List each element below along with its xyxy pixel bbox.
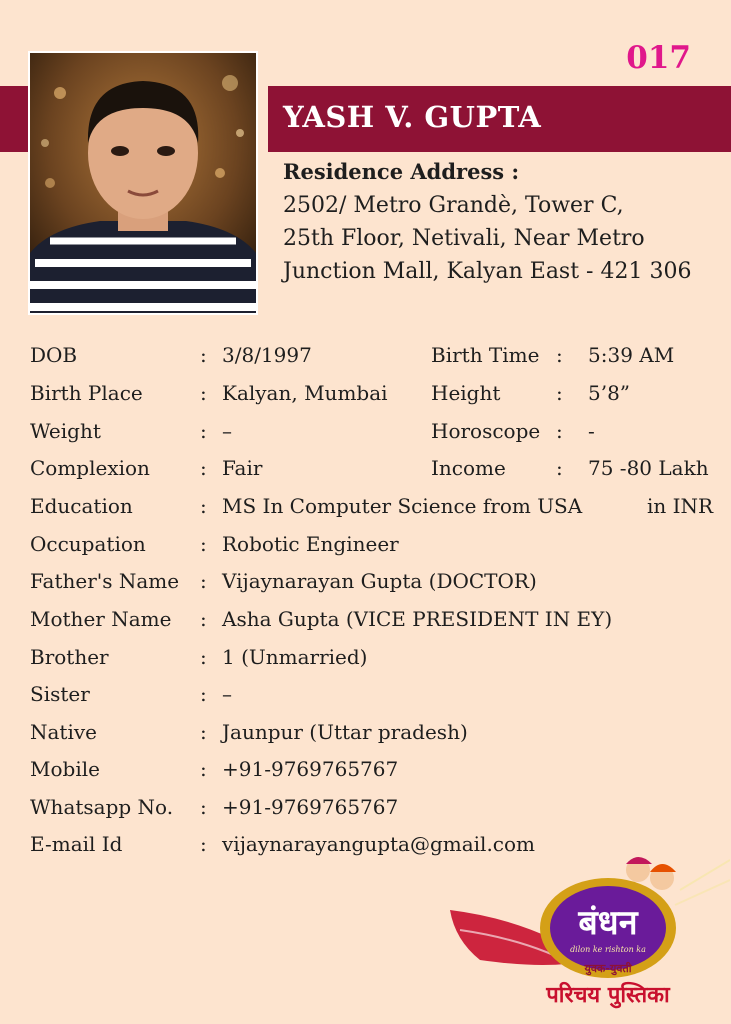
detail-row-whatsapp bbox=[0, 795, 731, 829]
detail-colon-2: : bbox=[556, 456, 563, 480]
detail-row-father bbox=[0, 569, 731, 603]
serial-number: 017 bbox=[626, 40, 691, 76]
detail-row-weight bbox=[0, 419, 731, 453]
candidate-name: YASH V. GUPTA bbox=[283, 100, 542, 134]
detail-row-sister bbox=[0, 682, 731, 716]
detail-value: – bbox=[222, 419, 232, 443]
profile-photo bbox=[28, 51, 258, 315]
address-line-3: Junction Mall, Kalyan East - 421 306 bbox=[283, 259, 692, 284]
income-unit-note: in INR bbox=[647, 494, 714, 518]
detail-label: Father's Name bbox=[30, 569, 180, 593]
logo-sub-text: युवक-युवती bbox=[584, 962, 632, 975]
detail-colon: : bbox=[200, 532, 207, 556]
detail-value: Robotic Engineer bbox=[222, 532, 399, 556]
detail-row-birth-place bbox=[0, 381, 731, 415]
detail-label: Complexion bbox=[30, 456, 150, 480]
detail-row-mother bbox=[0, 607, 731, 641]
band-gap bbox=[258, 86, 268, 152]
person-photo-icon bbox=[30, 53, 256, 313]
detail-value-2: 5:39 AM bbox=[588, 343, 675, 367]
detail-row-dob bbox=[0, 343, 731, 377]
detail-label: Weight bbox=[30, 419, 101, 443]
detail-label: Occupation bbox=[30, 532, 146, 556]
detail-value-2: 5’8” bbox=[588, 381, 631, 405]
detail-row-mobile bbox=[0, 757, 731, 791]
detail-label: Whatsapp No. bbox=[30, 795, 174, 819]
detail-colon: : bbox=[200, 569, 207, 593]
detail-label: DOB bbox=[30, 343, 78, 367]
detail-colon-2: : bbox=[556, 343, 563, 367]
detail-row-education bbox=[0, 494, 731, 528]
detail-value: MS In Computer Science from USA bbox=[222, 494, 583, 518]
logo-tagline: dilon ke rishton ka bbox=[570, 945, 646, 954]
detail-label-2: Birth Time bbox=[431, 343, 540, 367]
detail-label: E-mail Id bbox=[30, 832, 123, 856]
logo-main-text: बंधन bbox=[578, 903, 638, 943]
bandhan-emblem-icon bbox=[440, 850, 730, 1020]
detail-colon: : bbox=[200, 720, 207, 744]
detail-row-brother bbox=[0, 645, 731, 679]
detail-label: Mobile bbox=[30, 757, 100, 781]
detail-label: Education bbox=[30, 494, 133, 518]
detail-label-2: Income bbox=[431, 456, 506, 480]
address-line-1: 2502/ Metro Grandè, Tower C, bbox=[283, 193, 624, 218]
detail-colon-2: : bbox=[556, 381, 563, 405]
detail-colon: : bbox=[200, 607, 207, 631]
detail-value: Jaunpur (Uttar pradesh) bbox=[222, 720, 468, 744]
detail-value: 3/8/1997 bbox=[222, 343, 312, 367]
detail-colon: : bbox=[200, 832, 207, 856]
detail-colon: : bbox=[200, 645, 207, 669]
detail-label: Birth Place bbox=[30, 381, 143, 405]
logo-bottom-text: परिचय पुस्तिका bbox=[546, 983, 670, 1008]
detail-colon: : bbox=[200, 795, 207, 819]
detail-value: Vijaynarayan Gupta (DOCTOR) bbox=[222, 569, 537, 593]
detail-colon: : bbox=[200, 682, 207, 706]
detail-label-2: Height bbox=[431, 381, 501, 405]
detail-label-2: Horoscope bbox=[431, 419, 541, 443]
detail-label: Native bbox=[30, 720, 97, 744]
bandhan-logo bbox=[440, 850, 730, 1020]
detail-colon: : bbox=[200, 757, 207, 781]
detail-value: Asha Gupta (VICE PRESIDENT IN EY) bbox=[222, 607, 613, 631]
whatsapp-number[interactable]: +91-9769765767 bbox=[222, 795, 399, 819]
detail-colon: : bbox=[200, 381, 207, 405]
detail-colon: : bbox=[200, 419, 207, 443]
detail-label: Mother Name bbox=[30, 607, 172, 631]
detail-label: Sister bbox=[30, 682, 90, 706]
detail-colon: : bbox=[200, 343, 207, 367]
mobile-number[interactable]: +91-9769765767 bbox=[222, 757, 399, 781]
detail-value: – bbox=[222, 682, 232, 706]
detail-value: Kalyan, Mumbai bbox=[222, 381, 388, 405]
detail-value-2: 75 -80 Lakh bbox=[588, 456, 709, 480]
detail-label: Brother bbox=[30, 645, 109, 669]
detail-row-native bbox=[0, 720, 731, 754]
email-address[interactable]: vijaynarayangupta@gmail.com bbox=[222, 832, 536, 856]
detail-colon-2: : bbox=[556, 419, 563, 443]
address-line-2: 25th Floor, Netivali, Near Metro bbox=[283, 226, 645, 251]
detail-colon: : bbox=[200, 494, 207, 518]
address-label: Residence Address : bbox=[283, 159, 520, 184]
detail-colon: : bbox=[200, 456, 207, 480]
detail-value: 1 (Unmarried) bbox=[222, 645, 368, 669]
detail-row-complexion bbox=[0, 456, 731, 490]
detail-value-2: - bbox=[588, 419, 595, 443]
detail-value: Fair bbox=[222, 456, 263, 480]
detail-row-occupation bbox=[0, 532, 731, 566]
